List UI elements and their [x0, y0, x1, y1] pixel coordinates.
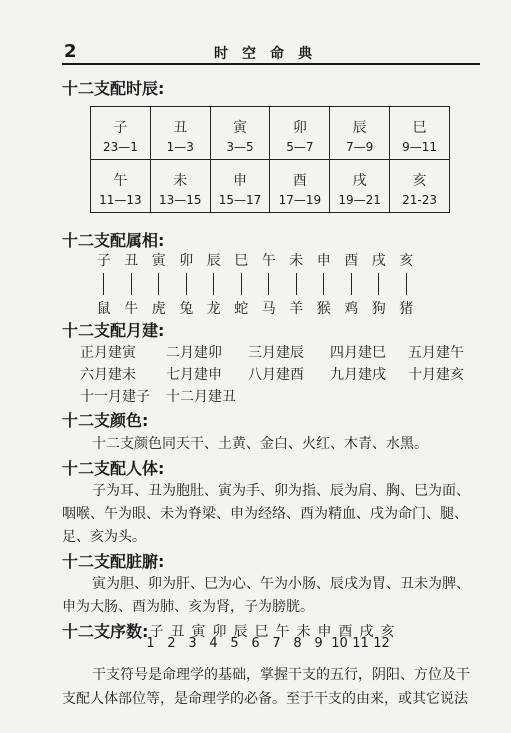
branch-label: 酉 [292, 173, 307, 189]
order-number: 8 [293, 636, 302, 651]
order-number: 10 [331, 636, 348, 651]
hour-cell [330, 107, 390, 160]
branch-label: 亥 [412, 173, 427, 189]
hour-range: 1—3 [166, 140, 194, 154]
hour-cell [150, 160, 210, 213]
connector-line [268, 273, 269, 295]
hour-cell [270, 160, 330, 213]
table-row [91, 160, 450, 213]
branch-label: 申 [233, 173, 248, 189]
hours-table [90, 106, 450, 213]
hour-range: 21-23 [402, 193, 437, 207]
zodiac-pair [90, 250, 118, 318]
animal-label: 鸡 [344, 301, 359, 317]
hour-range: 19—21 [338, 193, 381, 207]
hour-cell [91, 160, 151, 213]
branch-label: 寅 [233, 120, 248, 136]
months-title: 十二支配月建: [62, 321, 165, 340]
branch-label: 未 [173, 173, 188, 189]
month-item: 正月建寅 [80, 345, 136, 361]
branch-label: 午 [113, 173, 128, 189]
order-branch: 寅 [191, 624, 206, 640]
page-number: 2 [64, 41, 77, 62]
hour-cell [91, 107, 151, 160]
connector-line [296, 273, 297, 295]
connector-line [158, 273, 159, 295]
header-rule [62, 63, 480, 65]
organs-title: 十二支配脏腑: [62, 552, 165, 571]
hour-cell [210, 107, 270, 160]
branch-label: 午 [261, 253, 276, 269]
hour-range: 7—9 [346, 140, 374, 154]
branch-label: 申 [316, 253, 331, 269]
hour-cell [150, 107, 210, 160]
order-branch: 子 [149, 624, 164, 640]
order-number: 7 [272, 636, 281, 651]
month-item: 十二月建丑 [166, 389, 236, 405]
order-number: 5 [230, 636, 239, 651]
branch-label: 丑 [173, 120, 188, 136]
hours-title: 十二支配时辰: [62, 79, 165, 98]
hour-cell [210, 160, 270, 213]
branch-label: 辰 [206, 253, 221, 269]
order-branch: 午 [275, 624, 290, 640]
zodiac-pair [145, 250, 173, 318]
animal-label: 蛇 [234, 301, 249, 317]
order-number: 3 [188, 636, 197, 651]
order-title: 十二支序数: [62, 622, 149, 641]
order-number: 2 [167, 636, 176, 651]
connector-line [241, 273, 242, 295]
order-numbers [140, 636, 392, 651]
connector-line [103, 273, 104, 295]
body-line: 子为耳、丑为胞肚、寅为手、卯为指、辰为肩、胸、巳为面、 [92, 483, 470, 499]
hour-cell [270, 107, 330, 160]
table-row [91, 107, 450, 160]
hour-range: 11—13 [99, 193, 142, 207]
order-number: 4 [209, 636, 218, 651]
month-item: 三月建辰 [248, 345, 304, 361]
organs-line: 申为大肠、酉为肺、亥为肾，子为膀胱。 [62, 599, 314, 615]
body-line: 足、亥为头。 [62, 529, 146, 545]
colors-text: 十二支颜色同天干、土黄、金白、火红、木青、水黑。 [92, 436, 428, 452]
zodiac-pair [200, 250, 228, 318]
month-item: 七月建申 [166, 367, 222, 383]
hour-cell [390, 160, 450, 213]
zodiac-pair [228, 250, 256, 318]
branch-label: 辰 [352, 120, 367, 136]
connector-line [378, 273, 379, 295]
branch-label: 巳 [234, 253, 249, 269]
branch-label: 丑 [124, 253, 139, 269]
closing-line: 支配人体部位等，是命理学的必备。至于干支的由来，或其它说法 [62, 691, 468, 707]
branch-label: 子 [96, 253, 111, 269]
month-item: 四月建巳 [330, 345, 386, 361]
hour-range: 13—15 [158, 193, 202, 207]
connector-line [406, 273, 407, 295]
zodiac-title: 十二支配属相: [62, 231, 165, 250]
order-branch: 申 [317, 624, 332, 640]
month-item: 五月建午 [408, 345, 464, 361]
order-number: 9 [314, 636, 323, 651]
zodiac-pair [118, 250, 146, 318]
order-number: 12 [373, 636, 390, 651]
animal-label: 鼠 [96, 301, 111, 317]
order-branch: 巳 [254, 624, 269, 640]
book-title: 时空命典 [214, 46, 326, 62]
hour-range: 5—7 [286, 140, 314, 154]
order-branch: 辰 [233, 624, 248, 640]
hour-range: 15—17 [218, 193, 262, 207]
branch-label: 亥 [399, 253, 414, 269]
hour-cell [390, 107, 450, 160]
closing-line: 干支符号是命理学的基础，掌握干支的五行，阴阳、方位及干 [92, 667, 470, 683]
order-branch: 卯 [212, 624, 227, 640]
animal-label: 牛 [124, 301, 139, 317]
animal-label: 狗 [371, 301, 386, 317]
zodiac-pair [283, 250, 311, 318]
month-item: 九月建戌 [330, 367, 386, 383]
organs-line: 寅为胆、卯为肝、巳为心、午为小肠、辰戌为胃、丑未为脾、 [92, 576, 470, 592]
branch-label: 戌 [352, 173, 367, 189]
animal-label: 虎 [151, 301, 166, 317]
branch-label: 未 [289, 253, 304, 269]
body-line: 咽喉、午为眼、未为脊梁、申为经络、酉为精血、戌为命门、腿、 [62, 506, 468, 522]
order-branch: 未 [296, 624, 311, 640]
zodiac-pair [393, 250, 421, 318]
month-item: 六月建未 [80, 367, 136, 383]
connector-line [213, 273, 214, 295]
hour-range: 9—11 [402, 140, 437, 154]
zodiac-list [90, 250, 420, 318]
body-title: 十二支配人体: [62, 459, 165, 478]
zodiac-pair [173, 250, 201, 318]
colors-title: 十二支颜色: [62, 411, 149, 430]
order-branch: 戌 [359, 624, 374, 640]
animal-label: 猴 [316, 301, 331, 317]
hour-range: 23—1 [102, 140, 138, 154]
animal-label: 羊 [289, 301, 304, 317]
branch-label: 戌 [371, 253, 386, 269]
connector-line [186, 273, 187, 295]
branch-label: 寅 [151, 253, 166, 269]
branch-label: 巳 [412, 120, 427, 136]
zodiac-pair [365, 250, 393, 318]
order-branch: 酉 [338, 624, 353, 640]
order-branch: 丑 [170, 624, 185, 640]
page-header [60, 41, 480, 63]
animal-label: 龙 [206, 301, 221, 317]
order-number: 6 [251, 636, 260, 651]
branch-label: 卯 [292, 120, 307, 136]
connector-line [131, 273, 132, 295]
zodiac-pair [310, 250, 338, 318]
month-item: 八月建酉 [248, 367, 304, 383]
hour-range: 17—19 [278, 193, 322, 207]
zodiac-pair [255, 250, 283, 318]
branch-label: 酉 [344, 253, 359, 269]
zodiac-pair [338, 250, 366, 318]
month-item: 十月建亥 [408, 367, 464, 383]
branch-label: 子 [113, 120, 128, 136]
order-branch: 亥 [380, 624, 395, 640]
hour-cell [330, 160, 390, 213]
month-item: 二月建卯 [166, 345, 222, 361]
order-number: 11 [352, 636, 369, 651]
hour-range: 3—5 [226, 140, 254, 154]
animal-label: 兔 [179, 301, 194, 317]
branch-label: 卯 [179, 253, 194, 269]
connector-line [323, 273, 324, 295]
month-item: 十一月建子 [80, 389, 150, 405]
animal-label: 猪 [399, 301, 414, 317]
animal-label: 马 [261, 301, 276, 317]
order-number: 1 [146, 636, 155, 651]
connector-line [351, 273, 352, 295]
